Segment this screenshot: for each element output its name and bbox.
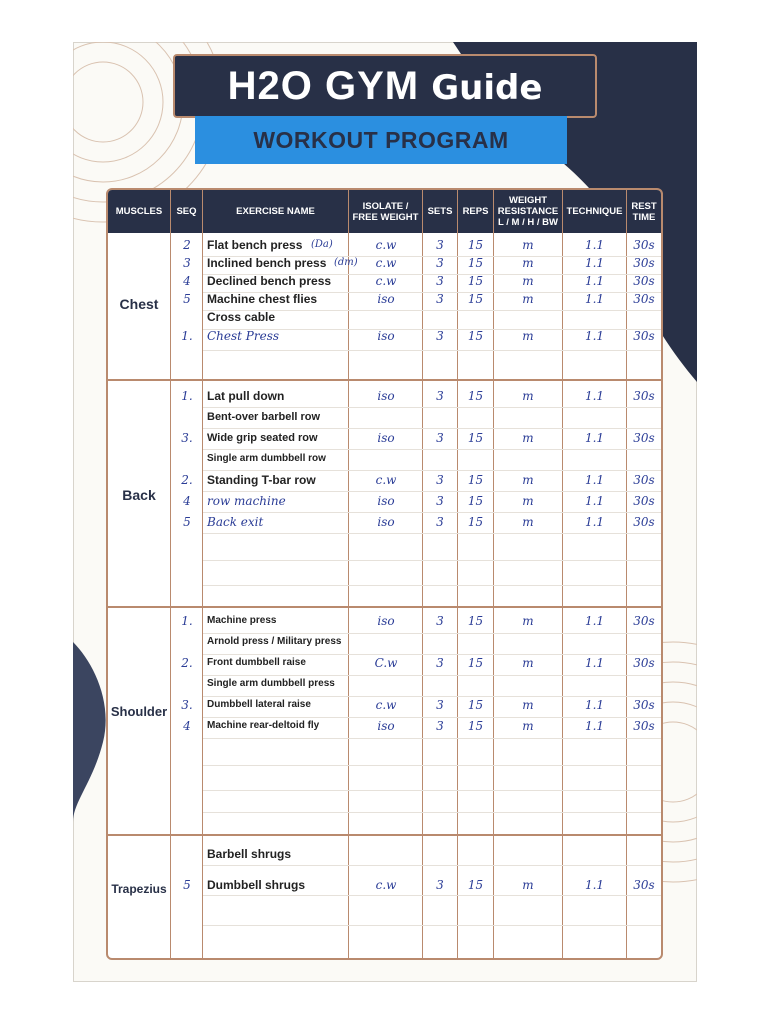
reps-cell: 15: [467, 494, 484, 508]
isolate-cell: iso: [377, 719, 395, 733]
weight-cell: [494, 307, 562, 327]
rest-cell: 30s: [633, 238, 655, 252]
sets-cell: 3: [436, 719, 444, 733]
exercise-cell: Single arm dumbbell row: [207, 453, 326, 464]
col-technique: TECHNIQUE: [563, 190, 627, 233]
technique-cell: 1.1: [584, 329, 605, 343]
seq-cell: 5: [183, 292, 191, 306]
weight-cell: m: [522, 292, 534, 306]
col-isolate: ISOLATE / FREE WEIGHT: [349, 190, 423, 233]
table-row: [108, 470, 661, 490]
page-subtitle: WORKOUT PROGRAM: [195, 116, 567, 164]
exercise-cell: row machine: [207, 494, 286, 508]
sets-cell: 3: [436, 389, 444, 403]
handwritten-note: (Da): [311, 239, 333, 250]
sets-cell: 3: [436, 614, 444, 628]
technique-cell: 1.1: [584, 238, 605, 252]
table-row: [108, 407, 661, 427]
reps-cell: 15: [467, 878, 484, 892]
exercise-cell: Machine chest flies: [207, 292, 318, 306]
table-row: [108, 491, 661, 511]
technique-cell: 1.1: [584, 656, 605, 670]
rest-cell: 30s: [633, 878, 655, 892]
rest-cell: 30s: [633, 656, 655, 670]
weight-cell: m: [522, 329, 534, 343]
exercise-cell: Wide grip seated row: [207, 432, 318, 444]
reps-cell: 15: [467, 698, 484, 712]
isolate-cell: c.w: [375, 274, 397, 288]
weight-cell: m: [522, 473, 534, 487]
table-row: [108, 632, 661, 652]
seq-cell: 3: [183, 256, 191, 270]
table-row: [108, 449, 661, 469]
exercise-cell: Barbell shrugs: [207, 847, 292, 861]
seq-cell: 1.: [181, 614, 193, 628]
technique-cell: 1.1: [584, 431, 605, 445]
exercise-cell: Dumbbell shrugs: [207, 878, 306, 892]
sets-cell: 3: [436, 238, 444, 252]
section-back: Back: [122, 487, 156, 503]
isolate-cell: c.w: [375, 238, 397, 252]
table-row: [108, 289, 661, 309]
technique-cell: 1.1: [584, 389, 605, 403]
table-row: [108, 235, 661, 255]
isolate-cell: iso: [377, 389, 395, 403]
exercise-cell: Machine press: [207, 615, 277, 626]
exercise-cell: Inclined bench press: [207, 256, 327, 270]
rest-cell: 30s: [633, 292, 655, 306]
table-row: [108, 326, 661, 346]
seq-cell: 4: [183, 719, 191, 733]
seq-cell: 2: [183, 238, 191, 252]
reps-cell: 15: [467, 656, 484, 670]
exercise-cell: Cross cable: [207, 310, 276, 324]
weight-cell: m: [522, 656, 534, 670]
col-weight: WEIGHT RESISTANCE L / M / H / BW: [494, 190, 563, 233]
exercise-cell: Chest Press: [207, 329, 280, 343]
sets-cell: 3: [436, 878, 444, 892]
technique-cell: 1.1: [584, 878, 605, 892]
exercise-cell: Flat bench press: [207, 238, 303, 252]
table-row: [108, 716, 661, 736]
isolate-cell: c.w: [375, 878, 397, 892]
rest-cell: 30s: [633, 473, 655, 487]
section-shoulder: Shoulder: [110, 704, 168, 719]
rest-cell: 30s: [633, 614, 655, 628]
sets-cell: 3: [436, 698, 444, 712]
exercise-cell: Lat pull down: [207, 389, 285, 403]
isolate-cell: iso: [377, 515, 395, 529]
rest-cell: 30s: [633, 494, 655, 508]
rest-cell: 30s: [633, 719, 655, 733]
table-row: [108, 512, 661, 532]
weight-cell: m: [522, 614, 534, 628]
seq-cell: [174, 307, 200, 327]
sets-cell: 3: [436, 656, 444, 670]
col-exercise: EXERCISE NAME: [203, 190, 349, 233]
reps-cell: 15: [467, 515, 484, 529]
sets-cell: 3: [436, 292, 444, 306]
rest-cell: 30s: [633, 274, 655, 288]
isolate-cell: c.w: [375, 698, 397, 712]
weight-cell: m: [522, 878, 534, 892]
technique-cell: 1.1: [584, 292, 605, 306]
sets-cell: 3: [436, 473, 444, 487]
isolate-cell: iso: [377, 292, 395, 306]
table-row: [108, 253, 661, 273]
isolate-cell: c.w: [375, 473, 397, 487]
weight-cell: m: [522, 431, 534, 445]
rest-cell: 30s: [633, 515, 655, 529]
table-header: [108, 190, 661, 233]
sets-cell: 3: [436, 431, 444, 445]
technique-cell: 1.1: [584, 256, 605, 270]
rest-cell: 30s: [633, 431, 655, 445]
exercise-cell: Front dumbbell raise: [207, 657, 306, 668]
rest-cell: 30s: [633, 256, 655, 270]
brand-h2o: H2O GYM: [227, 64, 420, 108]
seq-cell: 2.: [181, 656, 193, 670]
table-row: [108, 844, 661, 864]
seq-cell: 1.: [181, 329, 193, 343]
sets-cell: 3: [436, 329, 444, 343]
weight-cell: m: [522, 494, 534, 508]
exercise-cell: Arnold press / Military press: [207, 636, 342, 647]
sets-cell: 3: [436, 274, 444, 288]
seq-cell: 3.: [181, 698, 193, 712]
seq-cell: 1.: [181, 389, 193, 403]
technique-cell: 1.1: [584, 274, 605, 288]
table-row: [108, 674, 661, 694]
table-row: [108, 386, 661, 406]
weight-cell: m: [522, 256, 534, 270]
technique-cell: 1.1: [584, 614, 605, 628]
technique-cell: 1.1: [584, 698, 605, 712]
isolate-cell: iso: [377, 494, 395, 508]
isolate-cell: c.w: [375, 256, 397, 270]
brand-guide: Guide: [431, 68, 543, 108]
col-reps: REPS: [458, 190, 494, 233]
weight-cell: m: [522, 515, 534, 529]
isolate-cell: iso: [377, 329, 395, 343]
technique-cell: 1.1: [584, 473, 605, 487]
weight-cell: m: [522, 274, 534, 288]
table-row: [108, 695, 661, 715]
isolate-cell: iso: [377, 431, 395, 445]
reps-cell: 15: [467, 719, 484, 733]
table-row: [108, 307, 661, 327]
handwritten-note: (dm): [334, 257, 358, 268]
brand-title: [173, 54, 597, 118]
exercise-cell: Standing T-bar row: [207, 473, 316, 487]
table-row: [108, 428, 661, 448]
col-rest: REST TIME: [631, 200, 657, 223]
table-row: [108, 875, 661, 895]
rest-cell: 30s: [633, 698, 655, 712]
reps-cell: 15: [467, 256, 484, 270]
seq-cell: 4: [183, 494, 191, 508]
technique-cell: 1.1: [584, 494, 605, 508]
technique-cell: 1.1: [584, 719, 605, 733]
table-row: [108, 653, 661, 673]
weight-cell: m: [522, 238, 534, 252]
exercise-cell: Back exit: [207, 515, 264, 529]
weight-cell: m: [522, 719, 534, 733]
seq-cell: 4: [183, 274, 191, 288]
exercise-cell: Bent-over barbell row: [207, 411, 321, 423]
col-muscles: MUSCLES: [108, 190, 171, 233]
sets-cell: 3: [436, 494, 444, 508]
weight-cell: m: [522, 698, 534, 712]
exercise-cell: Declined bench press: [207, 274, 332, 288]
sets-cell: 3: [436, 256, 444, 270]
rest-cell: 30s: [633, 389, 655, 403]
reps-cell: 15: [467, 292, 484, 306]
reps-cell: 15: [467, 614, 484, 628]
reps-cell: 15: [467, 389, 484, 403]
weight-cell: m: [522, 389, 534, 403]
reps-cell: 15: [467, 431, 484, 445]
exercise-cell: Single arm dumbbell press: [207, 678, 335, 689]
isolate-cell: iso: [377, 614, 395, 628]
reps-cell: 15: [467, 329, 484, 343]
reps-cell: 15: [467, 238, 484, 252]
seq-cell: 2.: [181, 473, 193, 487]
workout-sheet: [73, 42, 697, 982]
rest-cell: 30s: [633, 329, 655, 343]
sets-cell: 3: [436, 515, 444, 529]
seq-cell: 3.: [181, 431, 193, 445]
table-row: [108, 271, 661, 291]
seq-cell: 5: [183, 878, 191, 892]
technique-cell: 1.1: [584, 515, 605, 529]
isolate-cell: C.w: [374, 656, 398, 670]
col-seq: SEQ: [171, 190, 203, 233]
table-row: [108, 611, 661, 631]
col-sets: SETS: [423, 190, 458, 233]
section-chest: Chest: [119, 296, 159, 312]
exercise-cell: Dumbbell lateral raise: [207, 699, 311, 710]
seq-cell: 5: [183, 515, 191, 529]
workout-table: [106, 188, 663, 960]
section-trapezius: Trapezius: [111, 882, 167, 896]
reps-cell: 15: [467, 473, 484, 487]
reps-cell: 15: [467, 274, 484, 288]
exercise-cell: Machine rear-deltoid fly: [207, 720, 320, 731]
